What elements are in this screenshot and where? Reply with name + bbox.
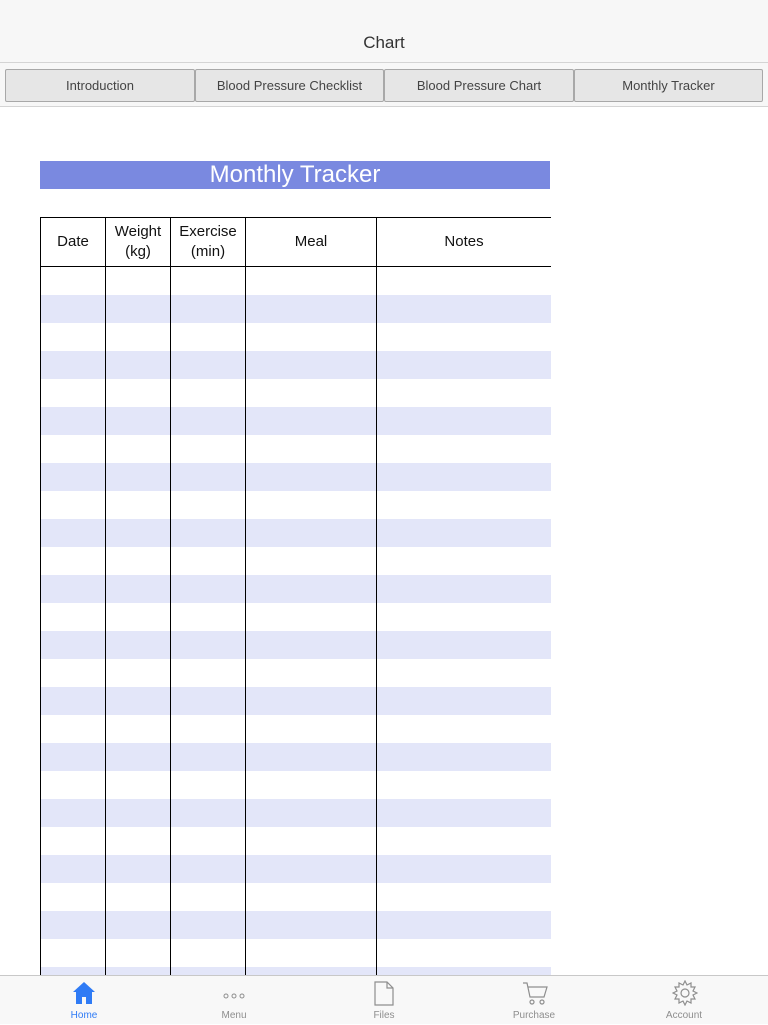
- table-cell[interactable]: [41, 967, 106, 976]
- table-row: [41, 659, 552, 687]
- table-cell[interactable]: [41, 771, 106, 799]
- home-icon: [72, 980, 96, 1006]
- table-cell[interactable]: [246, 855, 377, 883]
- table-cell[interactable]: [377, 295, 552, 323]
- table-cell[interactable]: [377, 687, 552, 715]
- table-cell[interactable]: [106, 827, 171, 855]
- table-cell[interactable]: [377, 323, 552, 351]
- table-cell[interactable]: [41, 827, 106, 855]
- table-row: [41, 435, 552, 463]
- table-cell[interactable]: [171, 771, 246, 799]
- tabbar-item-files[interactable]: [334, 976, 434, 1025]
- tabbar-item-purchase[interactable]: [484, 976, 584, 1025]
- table-cell[interactable]: [377, 855, 552, 883]
- cart-icon: [522, 980, 548, 1006]
- table-row: [41, 323, 552, 351]
- table-cell[interactable]: [171, 379, 246, 407]
- table-cell[interactable]: [377, 547, 552, 575]
- table-cell[interactable]: [106, 491, 171, 519]
- table-cell[interactable]: [171, 659, 246, 687]
- table-cell[interactable]: [106, 771, 171, 799]
- table-cell[interactable]: [377, 435, 552, 463]
- table-cell[interactable]: [246, 799, 377, 827]
- bottom-tab-bar: [0, 975, 768, 1024]
- table-cell[interactable]: [41, 799, 106, 827]
- table-row: [41, 799, 552, 827]
- table-cell[interactable]: [41, 575, 106, 603]
- table-row: [41, 575, 552, 603]
- tab-introduction[interactable]: Introduction: [5, 69, 195, 102]
- table-cell[interactable]: [246, 435, 377, 463]
- table-cell[interactable]: [377, 771, 552, 799]
- table-cell[interactable]: [41, 883, 106, 911]
- table-row: [41, 911, 552, 939]
- table-cell[interactable]: [41, 603, 106, 631]
- table-cell[interactable]: [171, 687, 246, 715]
- table-cell[interactable]: [41, 267, 106, 295]
- table-row: [41, 687, 552, 715]
- tracker-table-container: [40, 217, 551, 975]
- table-cell[interactable]: [171, 295, 246, 323]
- table-cell[interactable]: [246, 883, 377, 911]
- table-cell[interactable]: [106, 883, 171, 911]
- table-cell[interactable]: [171, 883, 246, 911]
- table-cell[interactable]: [106, 855, 171, 883]
- table-cell[interactable]: [246, 351, 377, 379]
- segment-tabs: [0, 63, 768, 107]
- table-cell[interactable]: [246, 603, 377, 631]
- table-cell[interactable]: [377, 519, 552, 547]
- table-cell[interactable]: [377, 575, 552, 603]
- table-cell[interactable]: [171, 939, 246, 967]
- tabbar-item-account[interactable]: [634, 976, 734, 1025]
- tabbar-label-account: Account: [665, 1010, 703, 1021]
- table-cell[interactable]: [106, 267, 171, 295]
- table-cell[interactable]: [171, 351, 246, 379]
- table-cell[interactable]: [171, 267, 246, 295]
- table-cell[interactable]: [41, 631, 106, 659]
- table-cell[interactable]: [41, 855, 106, 883]
- table-cell[interactable]: [106, 715, 171, 743]
- table-row: [41, 547, 552, 575]
- tabbar-label-purchase: Purchase: [512, 1010, 556, 1021]
- column-header-notes: Notes: [377, 218, 552, 267]
- table-cell[interactable]: [106, 799, 171, 827]
- table-cell[interactable]: [171, 603, 246, 631]
- table-row: [41, 855, 552, 883]
- gear-icon: [672, 980, 698, 1006]
- table-cell[interactable]: [106, 631, 171, 659]
- table-cell[interactable]: [377, 743, 552, 771]
- table-cell[interactable]: [41, 743, 106, 771]
- table-row: [41, 631, 552, 659]
- table-cell[interactable]: [171, 827, 246, 855]
- table-cell[interactable]: [377, 883, 552, 911]
- table-cell[interactable]: [41, 351, 106, 379]
- table-cell[interactable]: [106, 687, 171, 715]
- table-cell[interactable]: [171, 967, 246, 976]
- table-cell[interactable]: [246, 687, 377, 715]
- table-cell[interactable]: [106, 911, 171, 939]
- table-cell[interactable]: [41, 659, 106, 687]
- table-cell[interactable]: [41, 519, 106, 547]
- table-cell[interactable]: [106, 939, 171, 967]
- table-cell[interactable]: [106, 351, 171, 379]
- tabbar-label-menu: Menu: [221, 1010, 247, 1021]
- table-cell[interactable]: [106, 519, 171, 547]
- table-row: [41, 771, 552, 799]
- table-cell[interactable]: [377, 827, 552, 855]
- tabbar-item-menu[interactable]: [184, 976, 284, 1025]
- table-cell[interactable]: [246, 771, 377, 799]
- tabbar-label-home: Home: [70, 1010, 98, 1021]
- table-cell[interactable]: [377, 267, 552, 295]
- table-row: [41, 491, 552, 519]
- table-cell[interactable]: [377, 939, 552, 967]
- table-cell[interactable]: [246, 295, 377, 323]
- table-cell[interactable]: [246, 939, 377, 967]
- table-cell[interactable]: [41, 323, 106, 351]
- table-cell[interactable]: [377, 603, 552, 631]
- table-cell[interactable]: [41, 911, 106, 939]
- table-row: [41, 463, 552, 491]
- table-cell[interactable]: [246, 715, 377, 743]
- table-cell[interactable]: [41, 407, 106, 435]
- table-cell[interactable]: [246, 575, 377, 603]
- table-cell[interactable]: [171, 911, 246, 939]
- table-cell[interactable]: [41, 939, 106, 967]
- table-row: [41, 267, 552, 295]
- table-cell[interactable]: [106, 407, 171, 435]
- table-cell[interactable]: [41, 715, 106, 743]
- table-cell[interactable]: [171, 435, 246, 463]
- table-cell[interactable]: [41, 547, 106, 575]
- navigation-bar: [0, 0, 768, 63]
- table-cell[interactable]: [246, 967, 377, 976]
- table-row: [41, 743, 552, 771]
- table-cell[interactable]: [41, 379, 106, 407]
- table-cell[interactable]: [377, 491, 552, 519]
- tabbar-label-files: Files: [373, 1010, 395, 1021]
- table-cell[interactable]: [106, 743, 171, 771]
- table-cell[interactable]: [246, 827, 377, 855]
- table-cell[interactable]: [246, 491, 377, 519]
- file-icon: [372, 980, 396, 1006]
- table-cell[interactable]: [377, 407, 552, 435]
- more-icon: [222, 980, 246, 1006]
- table-cell[interactable]: [377, 911, 552, 939]
- table-cell[interactable]: [377, 463, 552, 491]
- page-title: Chart: [363, 33, 405, 52]
- table-row: [41, 883, 552, 911]
- table-cell[interactable]: [171, 799, 246, 827]
- table-row: [41, 939, 552, 967]
- table-cell[interactable]: [246, 407, 377, 435]
- tracker-table: [40, 217, 551, 975]
- table-cell[interactable]: [41, 295, 106, 323]
- table-cell[interactable]: [171, 743, 246, 771]
- table-cell[interactable]: [246, 743, 377, 771]
- table-cell[interactable]: [377, 351, 552, 379]
- table-cell[interactable]: [246, 547, 377, 575]
- table-cell[interactable]: [377, 799, 552, 827]
- table-cell[interactable]: [171, 547, 246, 575]
- table-cell[interactable]: [377, 967, 552, 976]
- table-cell[interactable]: [106, 379, 171, 407]
- table-cell[interactable]: [171, 631, 246, 659]
- table-row: [41, 967, 552, 976]
- table-cell[interactable]: [246, 463, 377, 491]
- table-cell[interactable]: [171, 491, 246, 519]
- table-cell[interactable]: [246, 379, 377, 407]
- table-cell[interactable]: [246, 267, 377, 295]
- table-cell[interactable]: [246, 631, 377, 659]
- table-cell[interactable]: [41, 687, 106, 715]
- table-cell[interactable]: [106, 435, 171, 463]
- table-cell[interactable]: [246, 519, 377, 547]
- table-cell[interactable]: [377, 631, 552, 659]
- table-cell[interactable]: [106, 603, 171, 631]
- table-cell[interactable]: [106, 967, 171, 976]
- table-cell[interactable]: [171, 855, 246, 883]
- column-header-exercise: Exercise (min): [171, 218, 246, 267]
- table-row: [41, 827, 552, 855]
- table-cell[interactable]: [106, 659, 171, 687]
- table-row: [41, 603, 552, 631]
- tabbar-item-home[interactable]: [34, 976, 134, 1025]
- table-cell[interactable]: [246, 323, 377, 351]
- table-cell[interactable]: [106, 575, 171, 603]
- table-row: [41, 295, 552, 323]
- table-cell[interactable]: [171, 407, 246, 435]
- table-cell[interactable]: [171, 463, 246, 491]
- column-header-date: Date: [41, 218, 106, 267]
- tracker-title: Monthly Tracker: [40, 161, 550, 189]
- tab-blood-pressure-chart[interactable]: Blood Pressure Chart: [384, 69, 574, 102]
- table-cell[interactable]: [171, 323, 246, 351]
- column-header-weight: Weight (kg): [106, 218, 171, 267]
- table-cell[interactable]: [106, 295, 171, 323]
- table-cell[interactable]: [246, 911, 377, 939]
- table-cell[interactable]: [41, 435, 106, 463]
- tab-blood-pressure-checklist[interactable]: Blood Pressure Checklist: [195, 69, 384, 102]
- table-row: [41, 519, 552, 547]
- table-cell[interactable]: [106, 323, 171, 351]
- table-cell[interactable]: [377, 659, 552, 687]
- table-cell[interactable]: [171, 715, 246, 743]
- table-cell[interactable]: [41, 491, 106, 519]
- table-row: [41, 351, 552, 379]
- column-header-meal: Meal: [246, 218, 377, 267]
- table-row: [41, 407, 552, 435]
- table-cell[interactable]: [377, 715, 552, 743]
- table-cell[interactable]: [377, 379, 552, 407]
- table-cell[interactable]: [171, 575, 246, 603]
- table-row: [41, 715, 552, 743]
- table-cell[interactable]: [106, 463, 171, 491]
- table-cell[interactable]: [171, 519, 246, 547]
- table-row: [41, 379, 552, 407]
- table-cell[interactable]: [246, 659, 377, 687]
- table-cell[interactable]: [106, 547, 171, 575]
- table-cell[interactable]: [41, 463, 106, 491]
- tab-monthly-tracker[interactable]: Monthly Tracker: [574, 69, 763, 102]
